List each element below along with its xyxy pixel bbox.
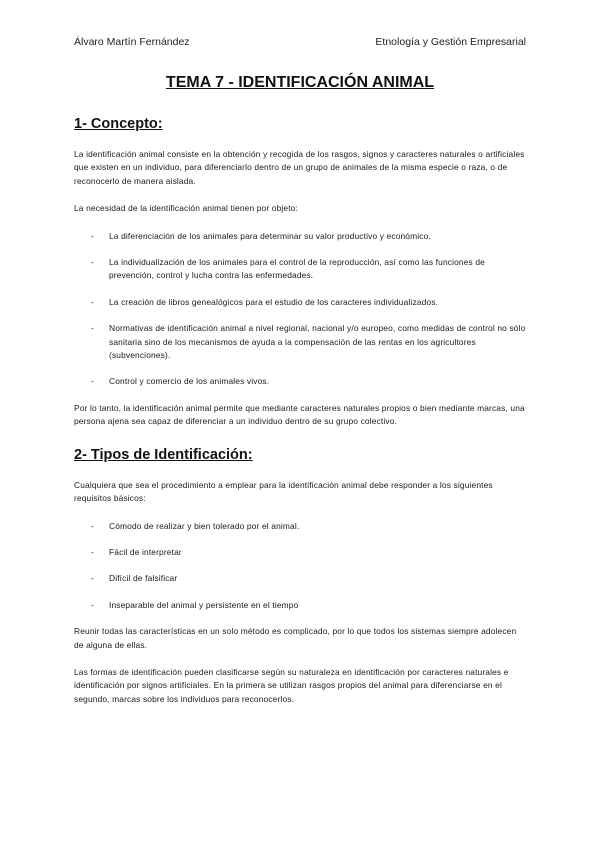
document-title: TEMA 7 - IDENTIFICACIÓN ANIMAL [165,74,435,91]
paragraph: Por lo tanto, la identificación animal permite que mediante caracteres naturales propios o bien mediante marcas, una persona ajena sea capaz de diferenciar a un individuo dentro de su grupo colectivo. [74,402,525,427]
bullet-dash: - [91,323,94,334]
bullet-dash: - [91,520,94,531]
list-item-text: Control y comercio de los animales vivos. [109,376,270,387]
bullet-list-objetivos [74,230,526,389]
list-item-text: Fácil de interpretar [109,546,182,557]
list-item [74,375,526,388]
header-author: Álvaro Martín Fernández [74,36,190,48]
section-heading-tipos: 2- Tipos de Identificación: [74,446,253,463]
section-heading-concepto: 1- Concepto: [74,116,163,132]
list-item-text: Inseparable del animal y persistente en el tiempo [109,599,299,610]
list-item-text: La diferenciación de los animales para determinar su valor productivo y económico. [109,230,431,241]
document-body [74,116,526,720]
bullet-dash: - [91,546,94,557]
list-item-text: Difícil de falsificar [109,573,178,584]
paragraph: Reunir todas las características en un solo método es complicado, por lo que todos los sistemas siempre adolecen de alguna de ellas. [74,626,517,650]
paragraph: La necesidad de la identificación animal tienen por objeto: [74,203,298,214]
header-course: Etnología y Gestión Empresarial [375,36,526,48]
list-item-text: Cómodo de realizar y bien tolerado por el animal. [109,520,300,531]
list-item [74,520,526,533]
paragraph: La identificación animal consiste en la obtención y recogida de los rasgos, signos y caracteres naturales o artificiales que existen en un individuo, para diferenciarlo dentro de un grupo de animales de la misma especie o raza, o de reconocerlo de manera aislada. [74,149,525,186]
bullet-dash: - [91,257,94,268]
paragraph: Las formas de identificación pueden clasificarse según su naturaleza en identificación por caracteres naturales e identificación por signos artificiales. En la primera se utilizan rasgos propios del animal para diferenciarse en el segundo, marcas sobre los individuos para reconocerlos. [74,666,509,704]
page-header [74,36,526,50]
bullet-dash: - [91,573,94,584]
list-item [74,230,526,243]
paragraph: Cualquiera que sea el procedimiento a emplear para la identificación animal debe responder a los siguientes requisitos básicos: [74,479,493,504]
list-item [74,599,526,612]
list-item [74,296,526,309]
bullet-list-requisitos [74,520,526,613]
list-item [74,572,526,585]
list-item-text: Normativas de identificación animal a nivel regional, nacional y/o europeo, como medidas de control no sólo sanitaria sino de los mecanismos de ayuda a la compensación de las rentas en los agricultores (subvenciones). [109,323,526,361]
list-item-text: La individualización de los animales para el control de la reproducción, así como las funciones de prevención, control y lucha contra las enfermedades. [109,257,485,281]
bullet-dash: - [91,376,94,387]
bullet-dash: - [91,296,94,307]
list-item [74,256,526,283]
list-item [74,546,526,559]
list-item [74,322,526,362]
bullet-dash: - [91,599,94,610]
bullet-dash: - [91,230,94,241]
list-item-text: La creación de libros genealógicos para el estudio de los caracteres individualizados. [109,296,439,307]
